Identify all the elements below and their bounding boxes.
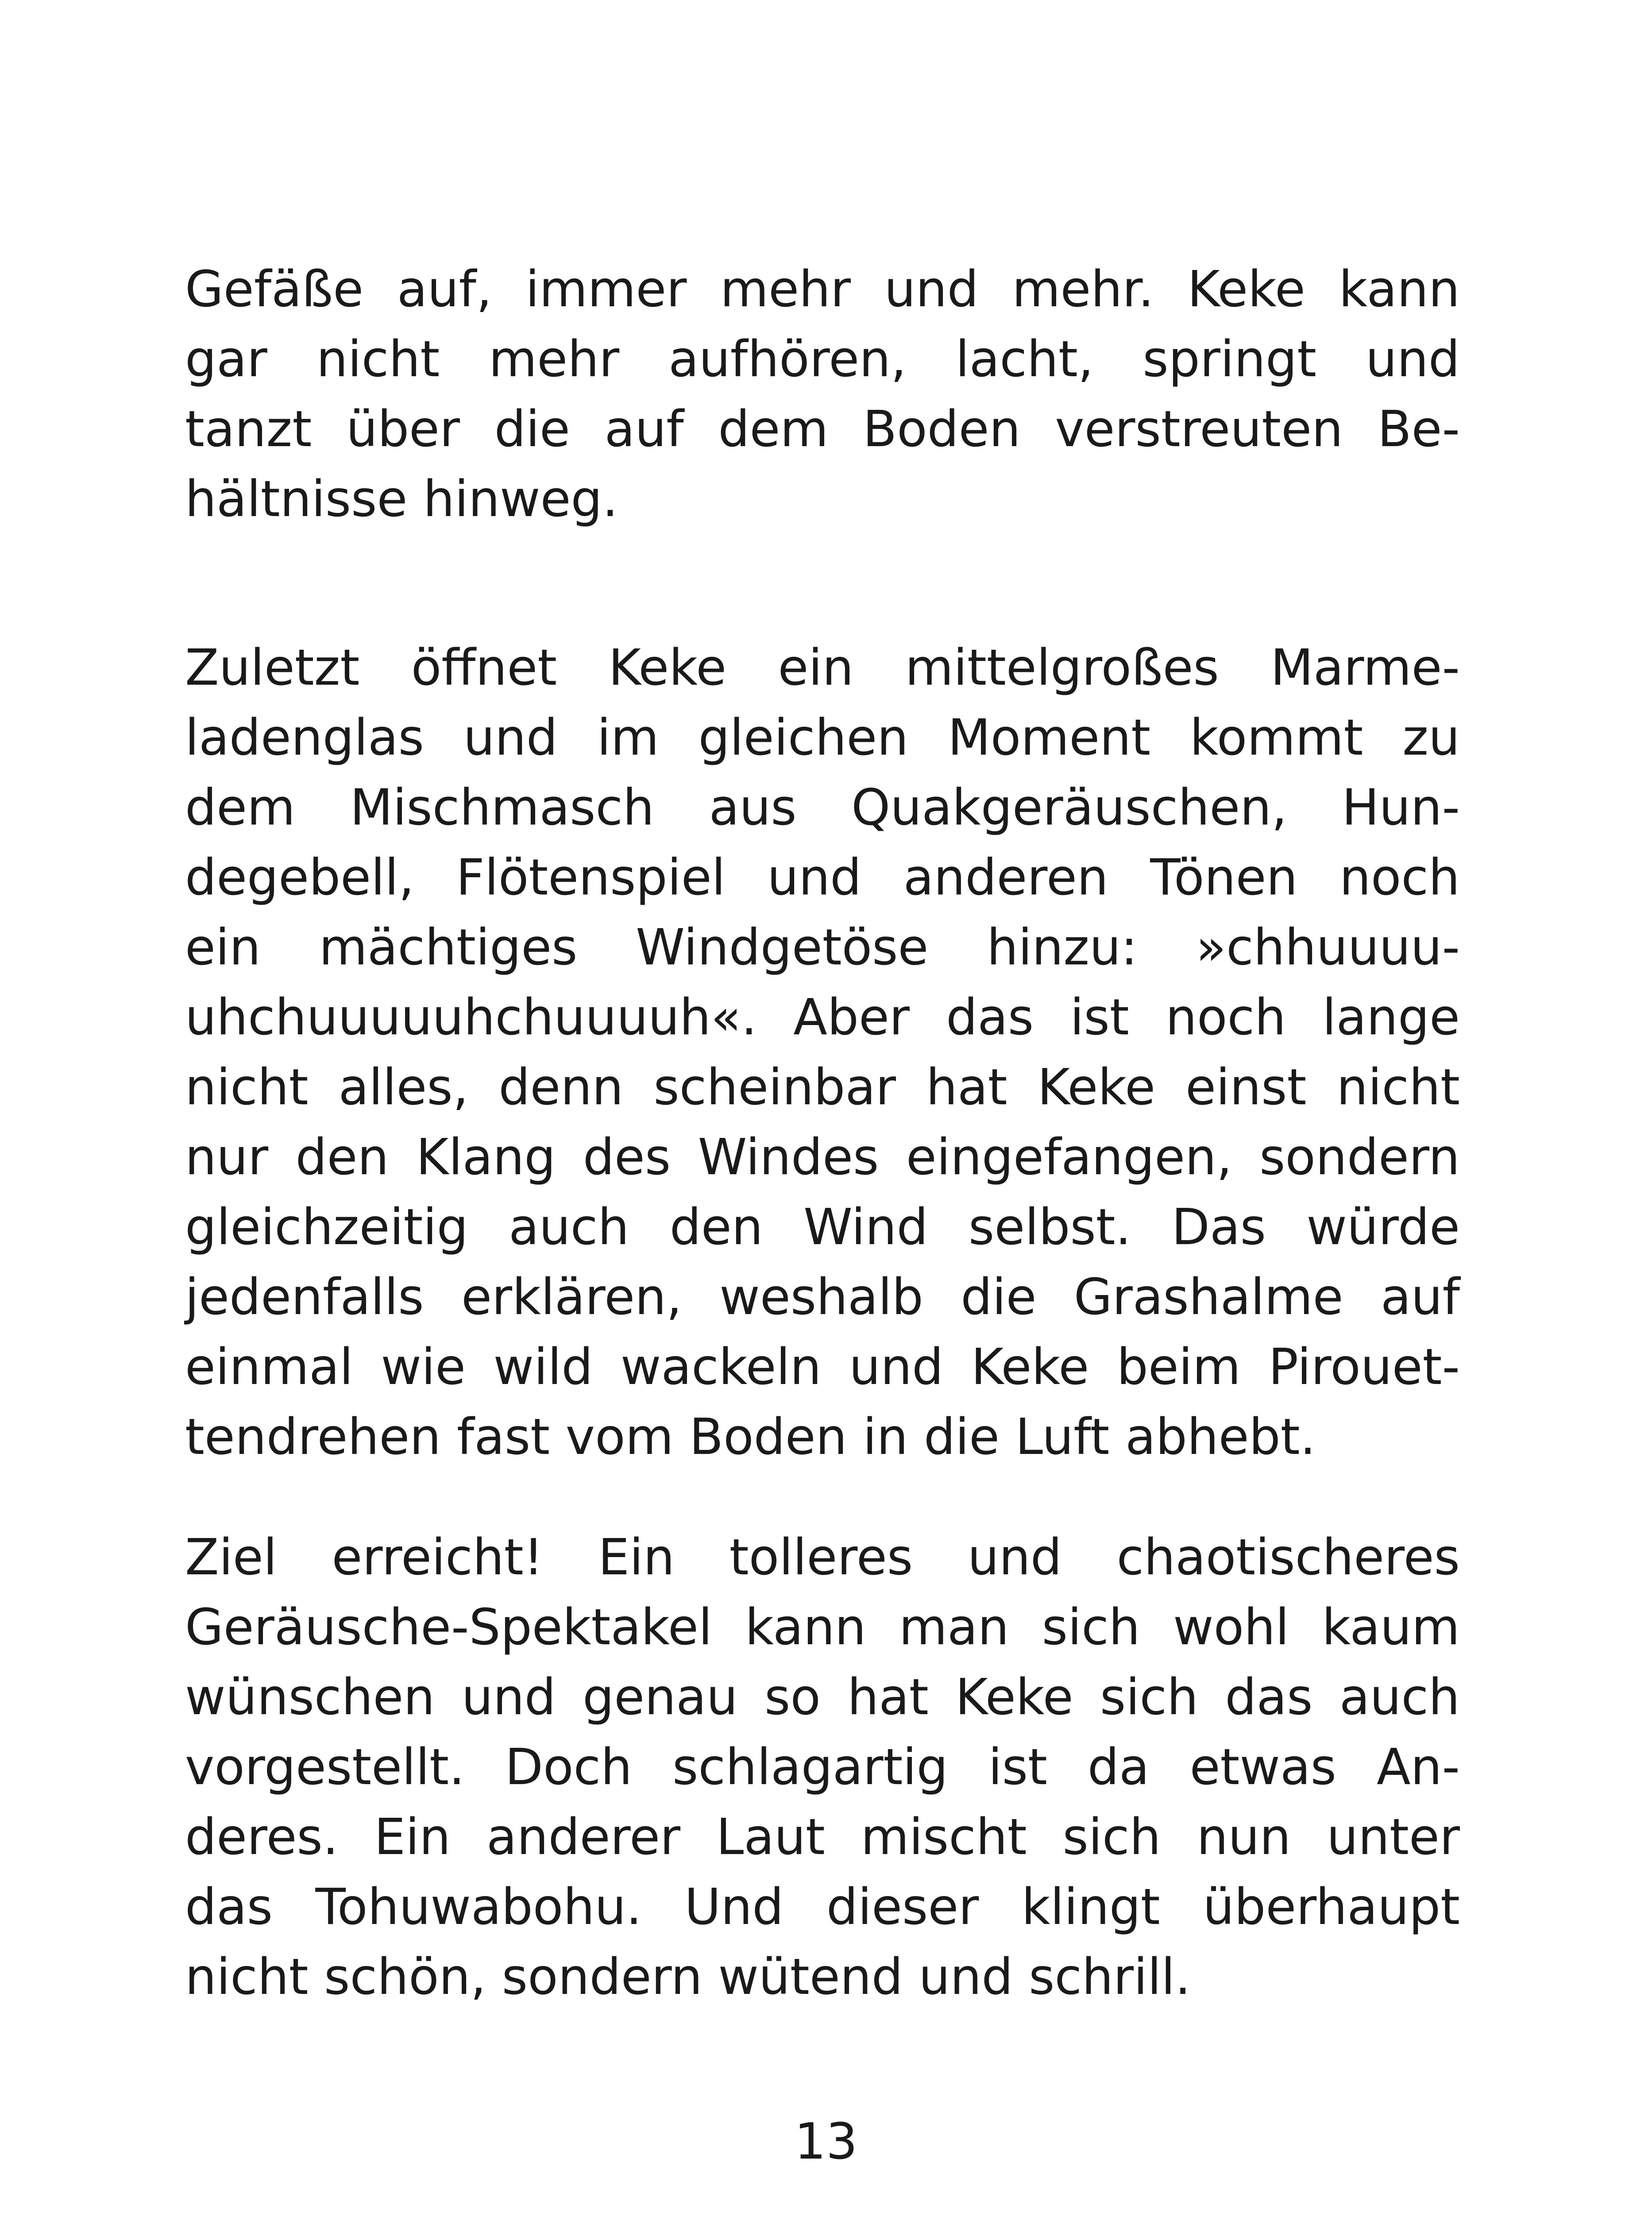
text-line: Gefäße auf, immer mehr und mehr. Keke kann: [185, 261, 1460, 318]
text-line: nicht alles, denn scheinbar hat Keke einst nicht: [185, 1059, 1460, 1116]
paragraph-2: [185, 633, 1460, 1472]
text-line: ein mächtiges Windgetöse hinzu: »chhuuuu-: [185, 919, 1460, 976]
text-line: tendrehen fast vom Boden in die Luft abhebt.: [185, 1408, 1316, 1466]
text-line: nur den Klang des Windes eingefangen, sondern: [185, 1129, 1460, 1186]
text-line: degebell, Flötenspiel und anderen Tönen noch: [185, 849, 1460, 906]
text-line: Zuletzt öffnet Keke ein mittelgroßes Marme-: [185, 639, 1460, 697]
text-line: gar nicht mehr aufhören, lacht, springt und: [185, 331, 1460, 388]
text-line: hältnisse hinweg.: [185, 470, 618, 528]
text-line: uhchuuuuuhchuuuuh«. Aber das ist noch lange: [185, 989, 1460, 1046]
text-line: Ziel erreicht! Ein tolleres und chaotischeres: [185, 1529, 1460, 1586]
text-line: deres. Ein anderer Laut mischt sich nun unter: [185, 1808, 1460, 1866]
text-line: tanzt über die auf dem Boden verstreuten Be-: [185, 401, 1460, 458]
text-line: dem Mischmasch aus Quakgeräuschen, Hun-: [185, 779, 1460, 837]
text-line: einmal wie wild wackeln und Keke beim Pirouet-: [185, 1338, 1460, 1396]
text-line: vorgestellt. Doch schlagartig ist da etwas An-: [185, 1739, 1460, 1796]
text-line: Geräusche-Spektakel kann man sich wohl kaum: [185, 1599, 1460, 1656]
paragraph-3: [185, 1523, 1460, 2012]
text-line: nicht schön, sondern wütend und schrill.: [185, 1948, 1191, 2006]
page-number: 13: [794, 2113, 858, 2171]
text-line: ladenglas und im gleichen Moment kommt zu: [185, 709, 1460, 767]
text-line: wünschen und genau so hat Keke sich das auch: [185, 1669, 1460, 1726]
paragraph-1: [185, 254, 1460, 534]
text-line: das Tohuwabohu. Und dieser klingt überhaupt: [185, 1878, 1460, 1936]
text-line: jedenfalls erklären, weshalb die Grashalme auf: [185, 1268, 1460, 1326]
text-line: gleichzeitig auch den Wind selbst. Das würde: [185, 1199, 1460, 1256]
